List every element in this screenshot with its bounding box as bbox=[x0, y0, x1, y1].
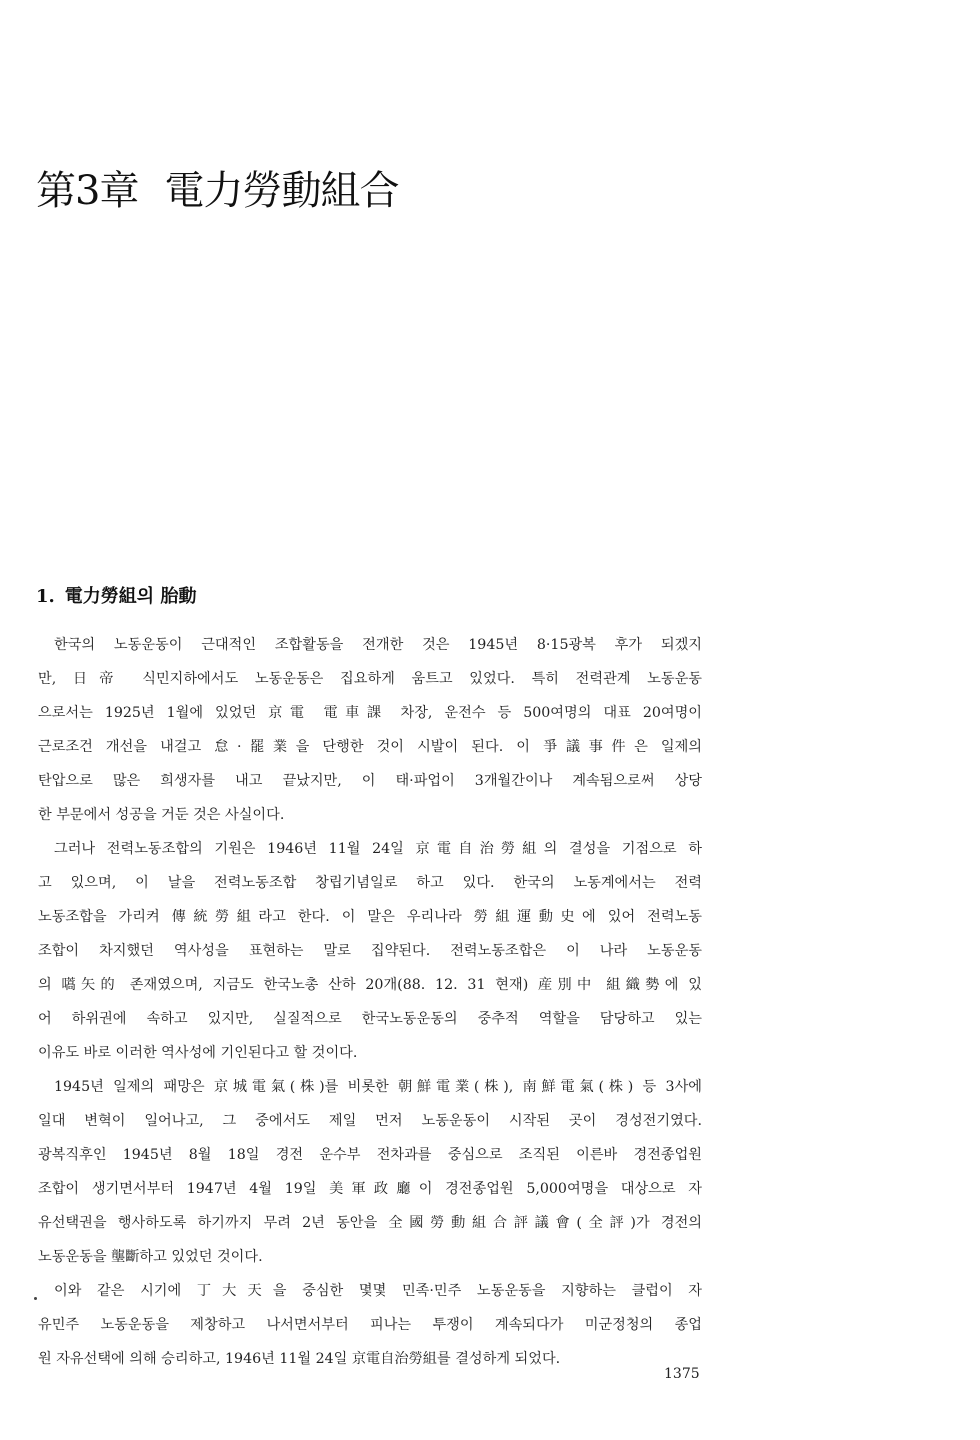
text-line: 한 부문에서 성공을 거둔 것은 사실이다. bbox=[38, 807, 285, 823]
paragraph-2 bbox=[38, 832, 702, 1070]
chapter-name: 電力勞動組合 bbox=[164, 167, 399, 214]
text-line: 이유도 바로 이러한 역사성에 기인된다고 할 것이다. bbox=[38, 1045, 358, 1061]
text-line: 원 자유선택에 의해 승리하고, 1946년 11월 24일 京電自治勞組를 결성하게 되었다. bbox=[38, 1351, 561, 1367]
text-line: 고 있으며, 이 날을 전력노동조합 창립기념일로 하고 있다. 한국의 노동계에서는 전력 bbox=[38, 875, 702, 891]
text-line: 일대 변혁이 일어나고, 그 중에서도 제일 먼저 노동운동이 시작된 곳이 경성전기였다. bbox=[38, 1113, 702, 1129]
text-line: 조합이 차지했던 역사성을 표현하는 말로 집약된다. 전력노동조합은 이 나라 노동운동 bbox=[38, 943, 702, 959]
text-line: 유선택권을 행사하도록 하기까지 무려 2년 동안을 全國勞動組合評議會(全評)가 경전의 bbox=[38, 1215, 702, 1231]
text-line: 그러나 전력노동조합의 기원은 1946년 11월 24일 京電自治勞組의 결성을 기점으로 하 bbox=[54, 841, 702, 857]
section-heading bbox=[36, 585, 196, 609]
page-number: 1375 bbox=[664, 1366, 700, 1382]
text-line: 광복직후인 1945년 8월 18일 경전 운수부 전차과를 중심으로 조직된 이른바 경전종업원 bbox=[38, 1147, 702, 1163]
text-line: 근로조건 개선을 내걸고 怠·罷業을 단행한 것이 시발이 된다. 이 爭議事件은 일제의 bbox=[38, 739, 702, 755]
text-line: 1945년 일제의 패망은 京城電氣(株)를 비롯한 朝鮮電業(株), 南鮮電氣(株) 등 3사에 bbox=[54, 1079, 702, 1095]
text-line: 탄압으로 많은 희생자를 내고 끝났지만, 이 태·파업이 3개월간이나 계속됨으로써 상당 bbox=[38, 773, 702, 789]
chapter-title bbox=[36, 167, 398, 215]
paragraph-3 bbox=[38, 1070, 702, 1274]
text-line: 의 嚆矢的 존재였으며, 지금도 한국노총 산하 20개(88. 12. 31 현재) 産別中 組織勢에 있 bbox=[38, 977, 702, 993]
text-line: 이와 같은 시기에 丁大天을 중심한 몇몇 민족·민주 노동운동을 지향하는 클럽이 자 bbox=[54, 1283, 702, 1299]
text-line: 유민주 노동운동을 제창하고 나서면서부터 피나는 투쟁이 계속되다가 미군정청의 종업 bbox=[38, 1317, 702, 1333]
text-line: 으로서는 1925년 1월에 있었던 京電 電車課 차장, 운전수 등 500여명의 대표 20여명이 bbox=[38, 705, 702, 721]
text-line: 만, 日帝 식민지하에서도 노동운동은 집요하게 움트고 있었다. 특히 전력관계 노동운동 bbox=[38, 671, 702, 687]
section-title: 電力勞組의 胎動 bbox=[64, 585, 197, 607]
section-number: 1. bbox=[36, 585, 55, 607]
text-line: 노동조합을 가리켜 傳統勞組라고 한다. 이 말은 우리나라 勞組運動史에 있어 전력노동 bbox=[38, 909, 702, 925]
paragraph-1 bbox=[38, 628, 702, 832]
text-line: 노동운동을 壟斷하고 있었던 것이다. bbox=[38, 1249, 263, 1265]
chapter-number: 第3章 bbox=[36, 167, 139, 214]
text-line: 한국의 노동운동이 근대적인 조합활동을 전개한 것은 1945년 8·15광복 후가 되겠지 bbox=[54, 637, 702, 653]
text-line: 조합이 생기면서부터 1947년 4월 19일 美軍政廳이 경전종업원 5,000여명을 대상으로 자 bbox=[38, 1181, 702, 1197]
body-text bbox=[38, 628, 702, 1376]
paragraph-4 bbox=[38, 1274, 702, 1376]
text-line: 어 하위권에 속하고 있지만, 실질적으로 한국노동운동의 중추적 역할을 담당하고 있는 bbox=[38, 1011, 702, 1027]
scan-speck bbox=[34, 1297, 37, 1300]
